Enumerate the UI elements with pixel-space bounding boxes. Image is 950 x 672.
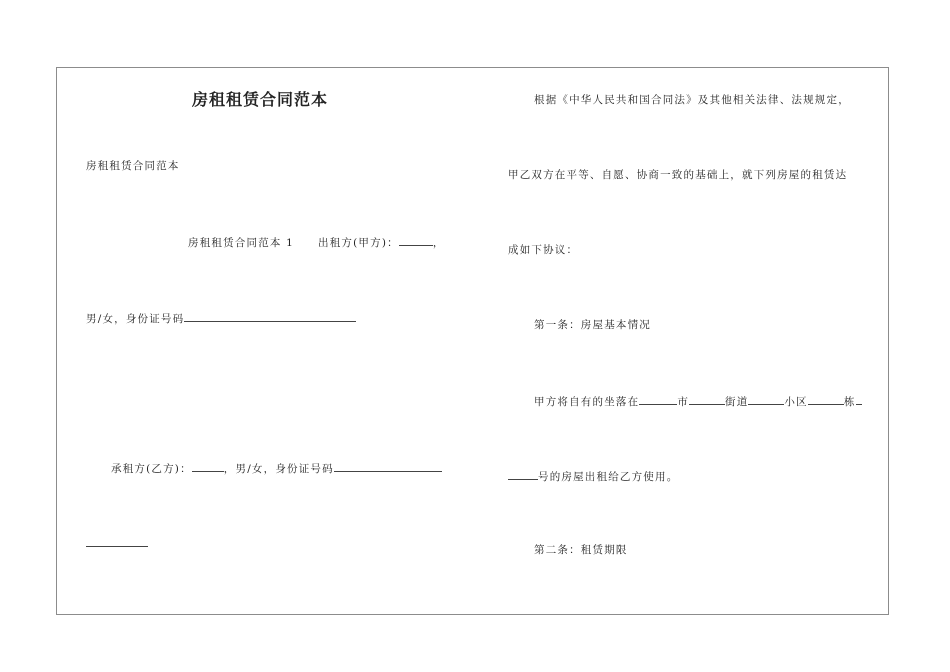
lessor-comma: ， — [432, 237, 445, 249]
template-number: 房租租赁合同范本 1 — [188, 237, 295, 249]
unit-blank-start — [856, 393, 862, 405]
lessor-id-line — [86, 310, 356, 326]
subtitle: 房租租赁合同范本 — [86, 160, 180, 172]
clause-1-address-line — [534, 393, 862, 409]
preamble-line-1: 根据《中华人民共和国合同法》及其他相关法律、法规规定， — [534, 94, 850, 106]
page-frame — [56, 67, 889, 615]
lessor-name-blank — [399, 234, 433, 246]
clause-1-text-a: 甲方将自有的坐落在 — [534, 396, 640, 408]
lessee-line — [111, 460, 442, 476]
clause-1-heading: 第一条：房屋基本情况 — [534, 319, 651, 331]
lessee-name-blank — [192, 460, 224, 472]
lessee-id-blank-continued — [86, 546, 148, 547]
lessor-label: 出租方(甲方)： — [318, 237, 399, 249]
clause-2-heading: 第二条：租赁期限 — [534, 544, 628, 556]
street-label: 街道 — [725, 396, 749, 408]
lessee-label: 承租方(乙方)： — [111, 463, 192, 475]
lessor-id-label: 男/女，身份证号码 — [86, 313, 185, 325]
clause-1-text-f: 号的房屋出租给乙方使用。 — [538, 471, 679, 483]
street-blank — [689, 393, 725, 405]
lessor-line — [188, 234, 445, 250]
clause-1-room-line — [508, 468, 678, 484]
city-label: 市 — [677, 396, 690, 408]
preamble-line-3: 成如下协议： — [508, 244, 579, 256]
building-blank — [808, 393, 844, 405]
preamble-line-2: 甲乙双方在平等、自愿、协商一致的基础上，就下列房屋的租赁达 — [508, 169, 848, 181]
community-blank — [748, 393, 784, 405]
document-title: 房租租赁合同范本 — [192, 90, 329, 109]
city-blank — [639, 393, 677, 405]
community-label: 小区 — [784, 396, 808, 408]
lessee-id-label: ，男/女，身份证号码 — [223, 463, 334, 475]
lessee-id-blank — [334, 460, 442, 472]
building-label: 栋 — [843, 396, 856, 408]
room-number-blank — [508, 468, 538, 480]
lessor-id-blank — [184, 310, 356, 322]
